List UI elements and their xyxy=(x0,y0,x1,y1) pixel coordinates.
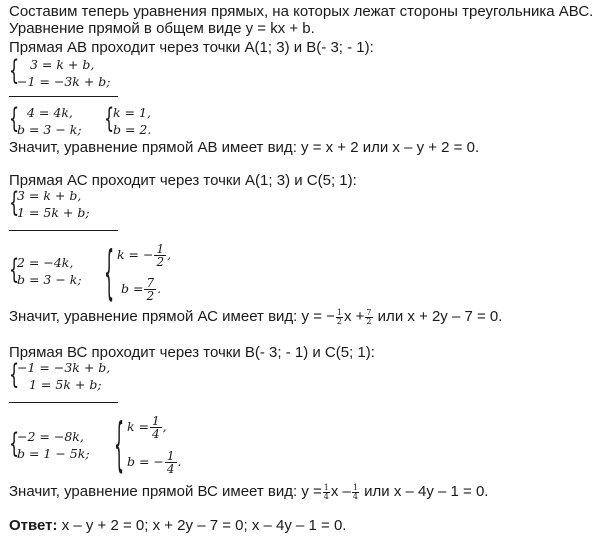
bc-system-1-eq-1: −1 = −3k + b, xyxy=(17,360,111,375)
ac-b-equation xyxy=(121,274,161,304)
bc-heading: Прямая ВС проходит через точки В(- 3; - 1) и С(5; 1): xyxy=(9,344,375,361)
bc-intercept-numerator: 1 xyxy=(352,482,358,492)
bc-b-equation xyxy=(127,447,182,477)
bc-conclusion-mid: x – xyxy=(330,483,351,500)
ac-b-tail: . xyxy=(157,281,162,296)
bc-system-1-brace: { xyxy=(9,357,20,391)
ac-intercept-fraction xyxy=(365,309,372,326)
bc-conclusion xyxy=(9,481,488,503)
ac-k-lhs: k = − xyxy=(117,247,154,262)
ac-intercept-numerator: 7 xyxy=(366,307,372,317)
bc-k-lhs: k = xyxy=(127,419,150,434)
ac-slope-denominator: 2 xyxy=(336,316,342,326)
bc-b-tail: . xyxy=(177,454,182,469)
ab-system-1-eq-2: −1 = −3k + b; xyxy=(17,74,111,89)
ac-b-fraction xyxy=(144,277,156,302)
ac-system-2-eq-2: b = 3 − k; xyxy=(17,272,82,287)
bc-k-denominator: 4 xyxy=(152,427,160,441)
ac-conclusion-mid: x + xyxy=(343,308,365,325)
bc-system-2-eq-1: −2 = −8k, xyxy=(17,429,84,444)
answer-text: x – y + 2 = 0; x + 2y – 7 = 0; x – 4y – 1 = 0. xyxy=(57,517,347,534)
ac-slope-fraction xyxy=(336,309,343,326)
ac-system-1-eq-2: 1 = 5k + b; xyxy=(17,205,90,220)
ac-system-1-eq-1: 3 = k + b, xyxy=(17,188,82,203)
ac-system-2-brace: { xyxy=(9,252,20,286)
ac-k-denominator: 2 xyxy=(156,255,165,269)
ac-b-numerator: 7 xyxy=(146,276,155,290)
ac-system-1-brace: { xyxy=(9,185,20,219)
ac-system-2-eq-1: 2 = −4k, xyxy=(17,255,74,270)
bc-b-numerator: 1 xyxy=(166,449,175,463)
ac-conclusion xyxy=(9,306,502,328)
ac-k-fraction xyxy=(154,243,166,268)
ac-k-equation xyxy=(117,240,171,270)
ab-conclusion: Значит, уравнение прямой АВ имеет вид: y = x + 2 или x – y + 2 = 0. xyxy=(9,139,480,156)
ab-system-2-eq-2: b = 3 − k; xyxy=(17,122,82,137)
bc-conclusion-prefix: Значит, уравнение прямой ВС имеет вид: y = xyxy=(9,483,322,500)
bc-b-lhs: b = − xyxy=(127,454,164,469)
bc-slope-denominator: 4 xyxy=(323,491,329,501)
intro-line-2: Уравнение прямой в общем виде y = kx + b. xyxy=(9,20,315,37)
answer-line xyxy=(9,517,346,534)
bc-slope-fraction xyxy=(323,484,330,501)
bc-intercept-fraction xyxy=(352,484,359,501)
ac-heading: Прямая АС проходит через точки А(1; 3) и С(5; 1): xyxy=(9,172,357,189)
ac-divider xyxy=(9,230,118,231)
ac-b-denominator: 2 xyxy=(146,289,155,303)
intro-line-1: Составим теперь уравнения прямых, на которых лежат стороны треугольника АВС. xyxy=(9,3,594,20)
ab-heading: Прямая АВ проходит через точки А(1; 3) и В(- 3; - 1): xyxy=(9,39,374,56)
bc-system-1-eq-2: 1 = 5k + b; xyxy=(29,377,102,392)
bc-k-numerator: 1 xyxy=(152,414,160,428)
ac-k-tail: , xyxy=(167,247,172,262)
ac-system-3-brace: { xyxy=(104,238,115,307)
bc-k-fraction xyxy=(150,415,162,440)
bc-system-2-brace: { xyxy=(9,426,20,460)
bc-system-3-brace: { xyxy=(114,410,125,479)
ab-system-3-brace: { xyxy=(104,101,115,135)
ac-conclusion-prefix: Значит, уравнение прямой АС имеет вид: y = − xyxy=(9,308,335,325)
bc-system-2-eq-2: b = 1 − 5k; xyxy=(17,446,90,461)
bc-k-equation xyxy=(127,412,167,442)
ab-system-1-brace: { xyxy=(9,53,20,87)
answer-label: Ответ: xyxy=(9,517,58,534)
bc-k-tail: , xyxy=(162,419,167,434)
bc-slope-numerator: 1 xyxy=(323,482,329,492)
ac-slope-numerator: 1 xyxy=(336,307,342,317)
bc-divider xyxy=(9,402,118,403)
ab-system-3-eq-1: k = 1, xyxy=(113,105,151,120)
bc-intercept-denominator: 4 xyxy=(352,491,358,501)
ab-system-3-eq-2: b = 2. xyxy=(113,122,152,137)
ab-divider xyxy=(9,96,118,97)
ac-conclusion-suffix: или x + 2y – 7 = 0. xyxy=(373,308,503,325)
bc-b-denominator: 4 xyxy=(166,462,175,476)
ac-k-numerator: 1 xyxy=(156,242,165,256)
ac-intercept-denominator: 2 xyxy=(366,316,372,326)
bc-b-fraction xyxy=(165,450,177,475)
ab-system-2-brace: { xyxy=(9,101,20,135)
ac-b-lhs: b = xyxy=(121,281,144,296)
ab-system-2-eq-1: 4 = 4k, xyxy=(27,105,73,120)
bc-conclusion-suffix: или x – 4y – 1 = 0. xyxy=(359,483,489,500)
ab-system-1-eq-1: 3 = k + b, xyxy=(30,57,95,72)
